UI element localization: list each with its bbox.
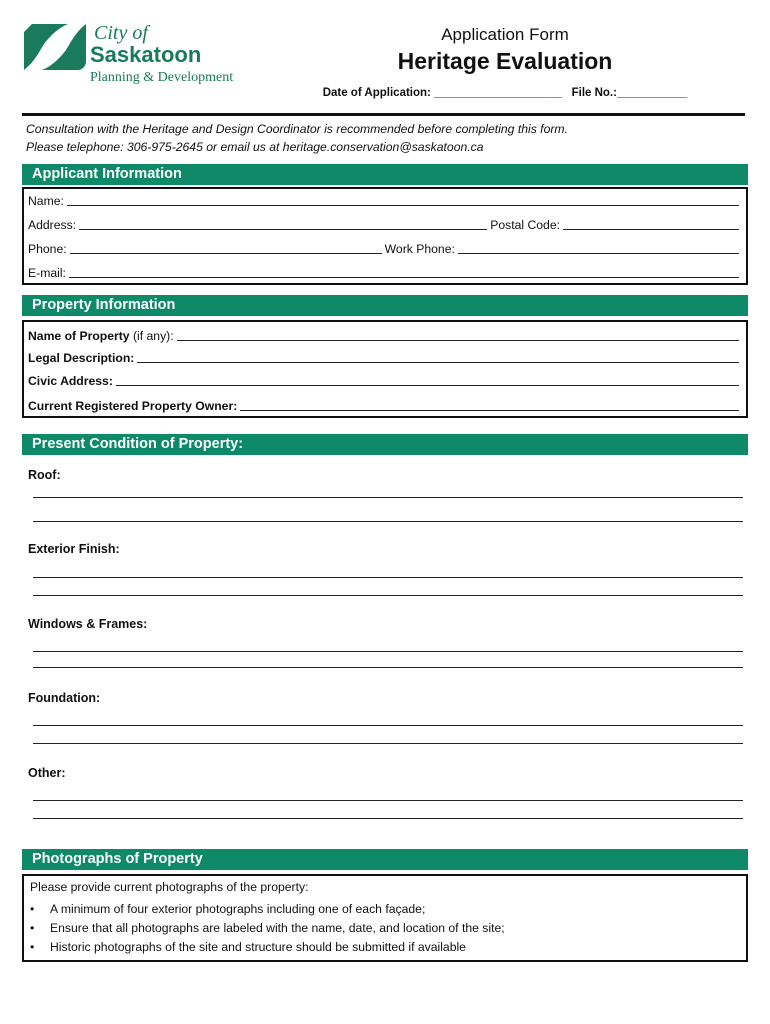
condition-section-header: Present Condition of Property:	[22, 434, 748, 455]
header-divider	[22, 113, 745, 116]
exterior-finish-line-1[interactable]	[33, 577, 743, 578]
other-label: Other:	[28, 766, 66, 780]
exterior-finish-line-2[interactable]	[33, 595, 743, 596]
email-label: E-mail:	[28, 266, 66, 280]
phone-label: Phone:	[28, 242, 67, 256]
other-line-1[interactable]	[33, 800, 743, 801]
windows-frames-label: Windows & Frames:	[28, 617, 148, 631]
photo-bullet-1	[30, 902, 425, 916]
bullet-icon: •	[30, 921, 35, 935]
property-name-row	[28, 327, 742, 343]
applicant-email-row	[28, 264, 742, 280]
intro-line-2: Please telephone: 306-975-2645 or email us at heritage.conservation@saskatoon.ca	[26, 140, 484, 154]
address-label: Address:	[28, 218, 77, 232]
windows-frames-line-1[interactable]	[33, 651, 743, 652]
roof-label: Roof:	[28, 468, 61, 482]
photo-bullet-text: Historic photographs of the site and structure should be submitted if available	[50, 940, 466, 954]
applicant-phone-row	[28, 240, 742, 256]
page-title: Heritage Evaluation	[397, 48, 613, 74]
owner-label: Current Registered Property Owner:	[28, 399, 238, 413]
roof-line-2[interactable]	[33, 521, 743, 522]
civic-address-row	[28, 372, 742, 388]
civic-address-field[interactable]	[116, 384, 739, 386]
name-label: Name:	[28, 194, 64, 208]
bullet-icon: •	[30, 940, 35, 954]
civic-address-label: Civic Address:	[28, 374, 113, 388]
property-name-label: Name of Property	[28, 329, 130, 343]
logo-mark-icon	[24, 24, 86, 70]
city-logo	[24, 22, 244, 92]
legal-description-field[interactable]	[137, 361, 739, 363]
roof-line-1[interactable]	[33, 497, 743, 498]
photographs-section-header: Photographs of Property	[22, 849, 748, 870]
photo-bullet-text: Ensure that all photographs are labeled with the name, date, and location of the site;	[50, 921, 505, 935]
logo-department: Planning & Development	[90, 70, 234, 85]
photo-bullet-text: A minimum of four exterior photographs including one of each façade;	[50, 902, 426, 916]
work-phone-field[interactable]	[458, 252, 739, 254]
property-section-header: Property Information	[22, 295, 748, 316]
work-phone-label: Work Phone:	[384, 242, 455, 256]
phone-field[interactable]	[70, 252, 382, 254]
postal-code-field[interactable]	[563, 228, 739, 230]
foundation-line-1[interactable]	[33, 725, 743, 726]
file-number-field[interactable]: File No.:___________	[571, 87, 688, 99]
photographs-intro: Please provide current photographs of the property:	[30, 880, 309, 894]
logo-city-of: City of	[94, 22, 148, 44]
date-of-application-field[interactable]: Date of Application: ____________________	[322, 87, 562, 99]
owner-row	[28, 397, 742, 413]
email-field[interactable]	[69, 276, 739, 278]
photo-bullet-2	[30, 921, 505, 935]
foundation-label: Foundation:	[28, 691, 101, 705]
foundation-line-2[interactable]	[33, 743, 743, 744]
legal-description-row	[28, 349, 742, 365]
legal-description-label: Legal Description:	[28, 351, 135, 365]
applicant-section-header: Applicant Information	[22, 164, 748, 185]
name-field[interactable]	[67, 204, 739, 206]
address-field[interactable]	[79, 228, 487, 230]
logo-saskatoon: Saskatoon	[90, 42, 202, 67]
property-name-field[interactable]	[177, 339, 739, 341]
intro-line-1: Consultation with the Heritage and Design Coordinator is recommended before completing this form.	[26, 122, 568, 136]
exterior-finish-label: Exterior Finish:	[28, 542, 120, 556]
date-file-row	[300, 87, 710, 99]
form-title: Application Form	[441, 25, 569, 44]
applicant-name-row	[28, 192, 742, 208]
windows-frames-line-2[interactable]	[33, 667, 743, 668]
postal-code-label: Postal Code:	[490, 218, 560, 232]
applicant-address-row	[28, 216, 742, 232]
property-name-qualifier: (if any):	[129, 329, 174, 343]
bullet-icon: •	[30, 902, 35, 916]
owner-field[interactable]	[240, 409, 739, 411]
photo-bullet-3	[30, 940, 466, 954]
other-line-2[interactable]	[33, 818, 743, 819]
